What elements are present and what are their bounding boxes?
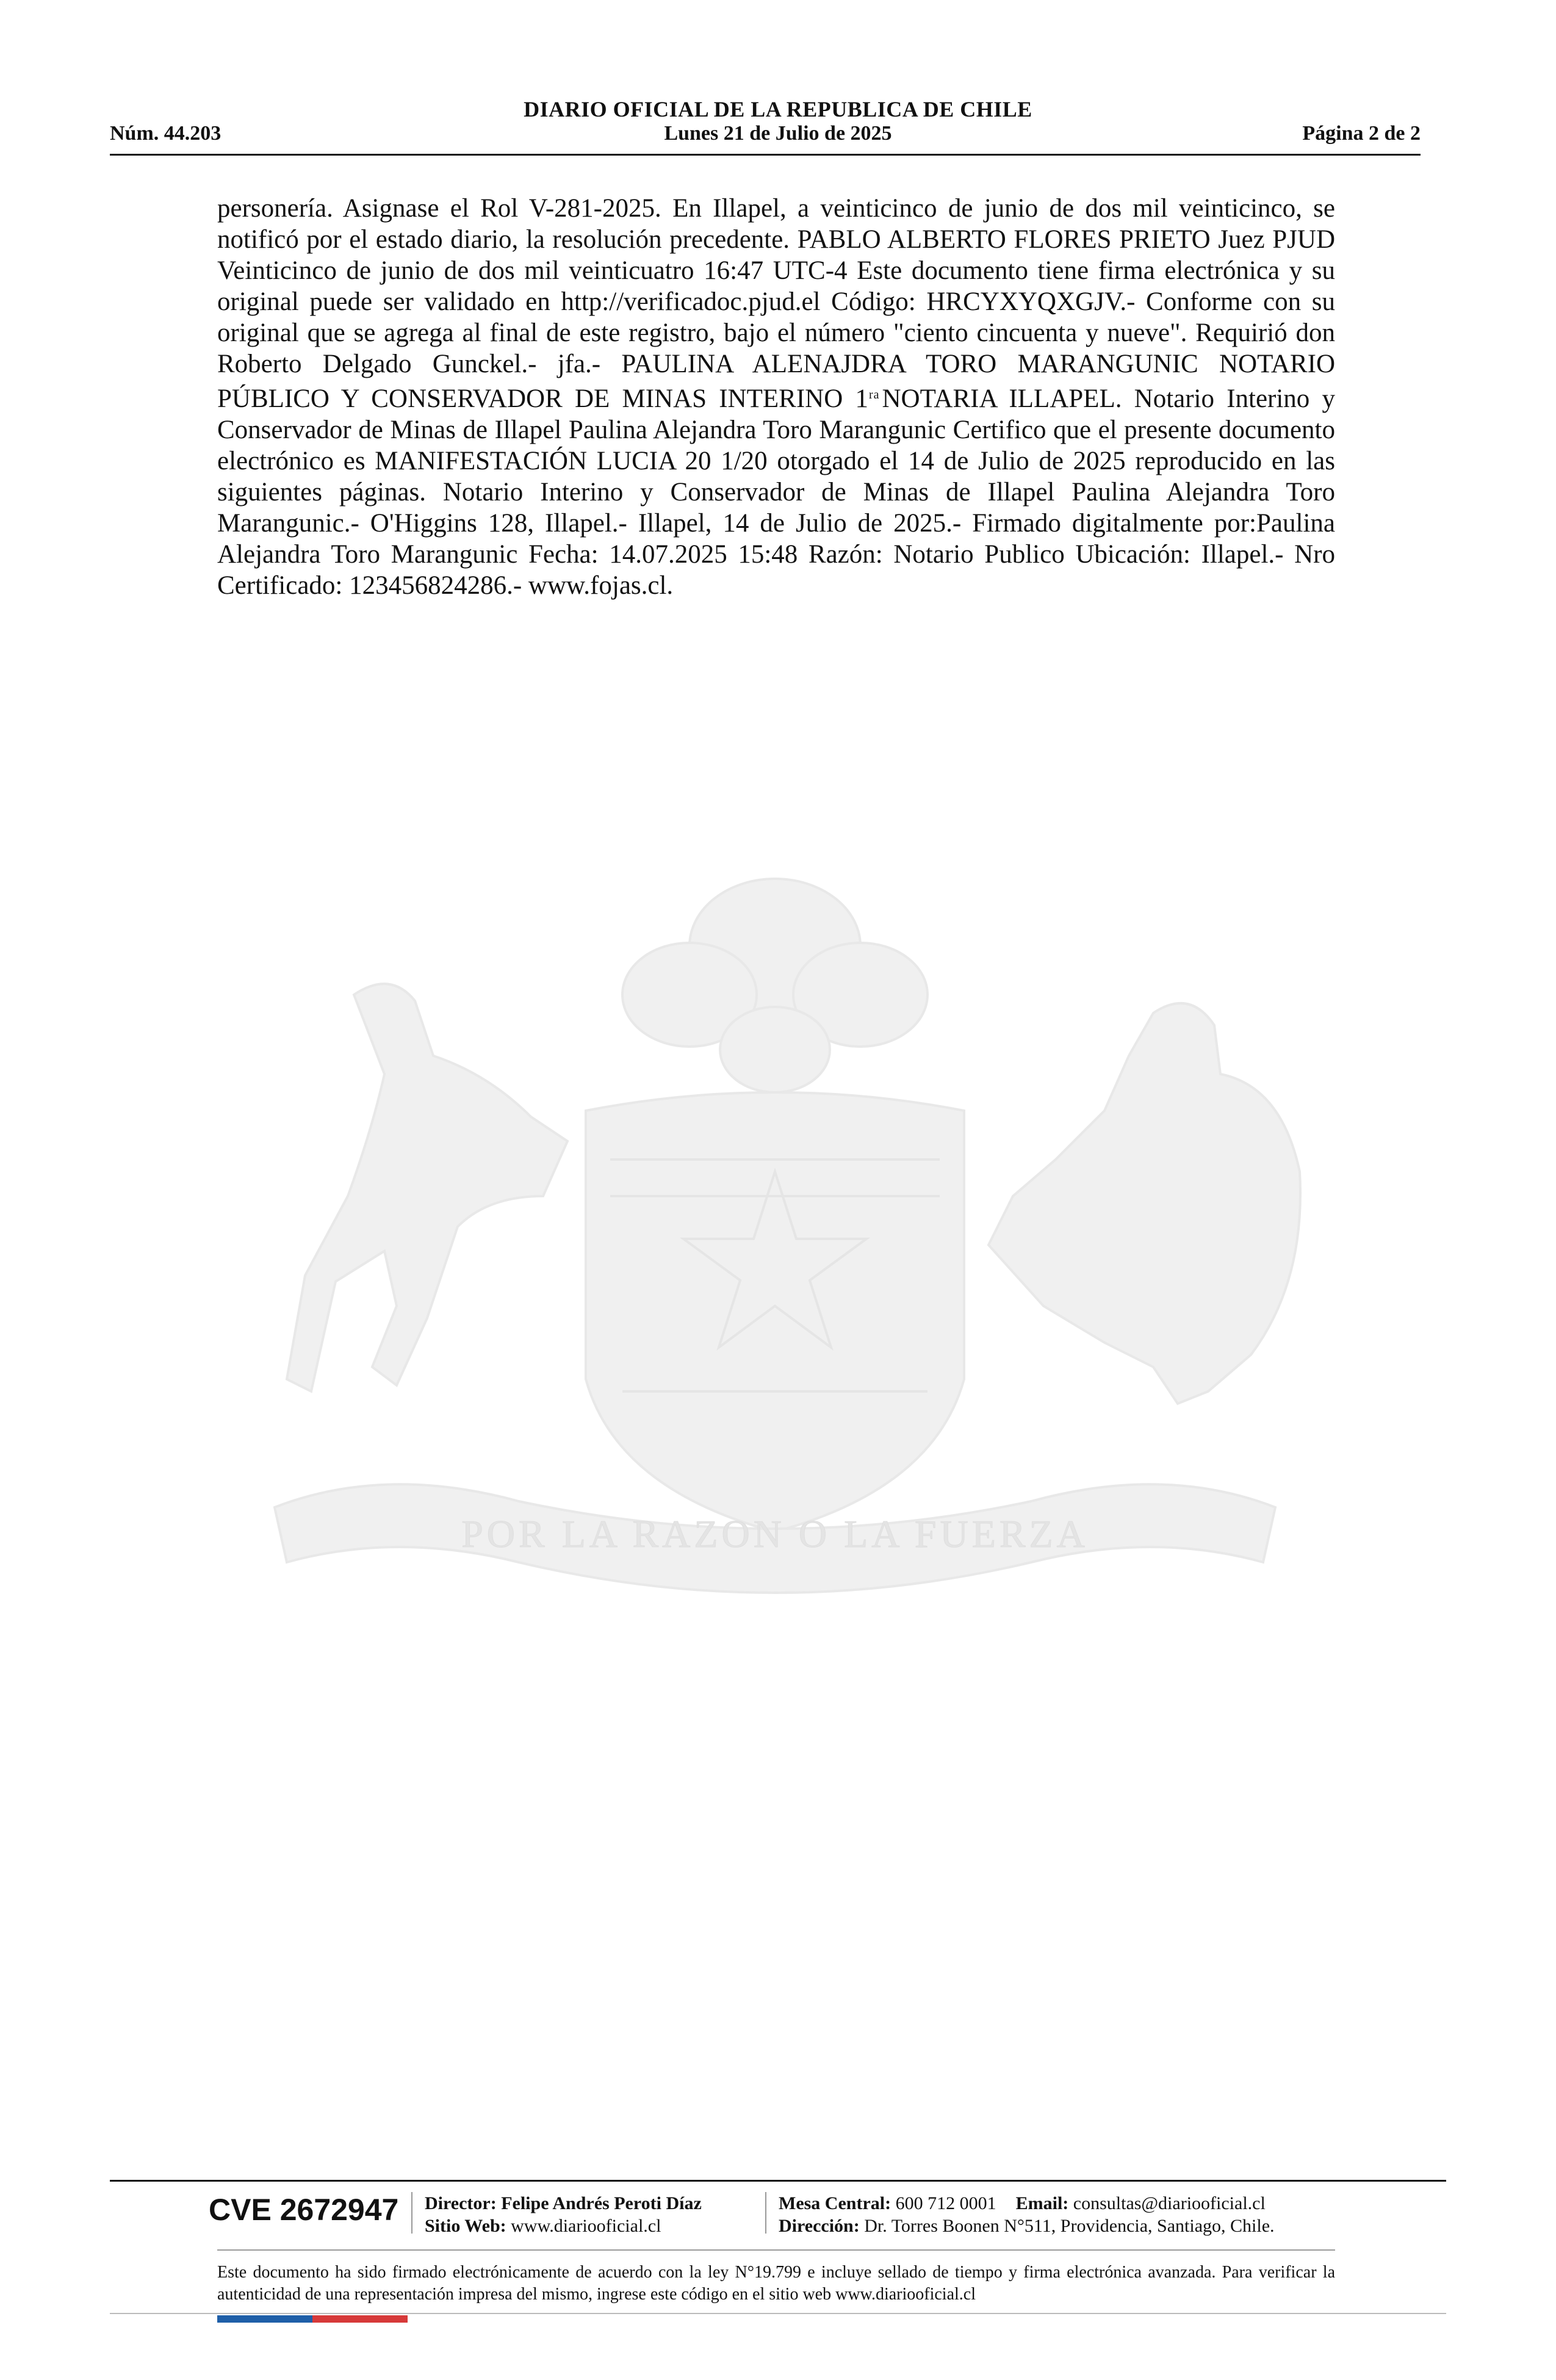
body-paragraph — [217, 193, 1335, 601]
address-label: Dirección: — [779, 2216, 860, 2236]
footer-contact-block — [779, 2192, 1275, 2237]
footer-separator — [765, 2192, 766, 2234]
email-label: Email: — [1015, 2193, 1069, 2213]
flag-stripe-blue — [217, 2315, 312, 2323]
signature-notice: Este documento ha sido firmado electrónicamente de acuerdo con la ley N°19.799 e incluye sellado de tiempo y firma electrónica avanzada. Para verificar la autenticidad de una representación impresa del mismo, ingrese este código en el sitio web www.diariooficial.cl — [217, 2263, 1335, 2304]
chile-coat-of-arms-icon — [201, 854, 1349, 1672]
footer-separator — [411, 2192, 412, 2234]
newspaper-title: DIARIO OFICIAL DE LA REPUBLICA DE CHILE — [524, 97, 1032, 121]
footer-divider-middle — [217, 2249, 1335, 2251]
mesa-central-label: Mesa Central: — [779, 2193, 891, 2213]
coat-of-arms-motto: POR LA RAZON O LA FUERZA — [461, 1512, 1089, 1556]
header-divider — [110, 154, 1421, 156]
mesa-central-phone: 600 712 0001 — [895, 2193, 996, 2213]
ordinal-superscript: ra — [868, 388, 880, 402]
footer-divider-top — [110, 2180, 1446, 2182]
footer-divider-bottom — [110, 2313, 1446, 2314]
issue-date: Lunes 21 de Julio de 2025 — [664, 122, 892, 145]
page-header — [0, 0, 1556, 159]
document-body — [217, 193, 1335, 601]
website-label: Sitio Web: — [425, 2216, 506, 2236]
director-name: Felipe Andrés Peroti Díaz — [501, 2193, 702, 2213]
flag-stripe-red — [312, 2315, 408, 2323]
email-link[interactable]: consultas@diariooficial.cl — [1073, 2193, 1266, 2213]
body-text-part-1: personería. Asignase el Rol V-281-2025. En Illapel, a veinticinco de junio de dos mil veinticinco, se notificó por el estado diario, la resolución precedente. PABLO ALBERTO FLORES PRIETO Juez PJUD Veinticinco de junio de dos mil veinticuatro 16:47 UTC-4 Este documento tiene firma electrónica y su original puede ser validado en http://verificadoc.pjud.el Código: HRCYXYQXGJV.- Conforme con su original que se agrega al final de este registro, bajo el número "ciento cincuenta y nueve". Requirió don Roberto Delgado Gunckel.- jfa.- PAULINA ALENAJDRA TORO MARANGUNIC NOTARIO PÚBLICO Y CONSERVADOR DE MINAS INTERINO 1 — [217, 194, 1335, 413]
body-text-part-2: NOTARIA ILLAPEL. Notario Interino y Conservador de Minas de Illapel Paulina Alejandra Toro Marangunic Certifico que el presente documento electrónico es MANIFESTACIÓN LUCIA 20 1/20 otorgado el 14 de Julio de 2025 reproducido en las siguientes páginas. Notario Interino y Conservador de Minas de Illapel Paulina Alejandra Toro Marangunic.- O'Higgins 128, Illapel.- Illapel, 14 de Julio de 2025.- Firmado digitalmente por:Paulina Alejandra Toro Marangunic Fecha: 14.07.2025 15:48 Razón: Notario Publico Ubicación: Illapel.- Nro Certificado: 123456824286.- www.fojas.cl. — [217, 384, 1336, 600]
issue-number: Núm. 44.203 — [110, 122, 222, 145]
address-value: Dr. Torres Boonen N°511, Providencia, Santiago, Chile. — [864, 2216, 1275, 2236]
cve-code: CVE 2672947 — [209, 2193, 399, 2227]
director-label: Director: — [425, 2193, 497, 2213]
page-indicator: Página 2 de 2 — [1302, 122, 1421, 145]
footer-director-block — [425, 2192, 702, 2237]
website-link[interactable]: www.diariooficial.cl — [511, 2216, 661, 2236]
